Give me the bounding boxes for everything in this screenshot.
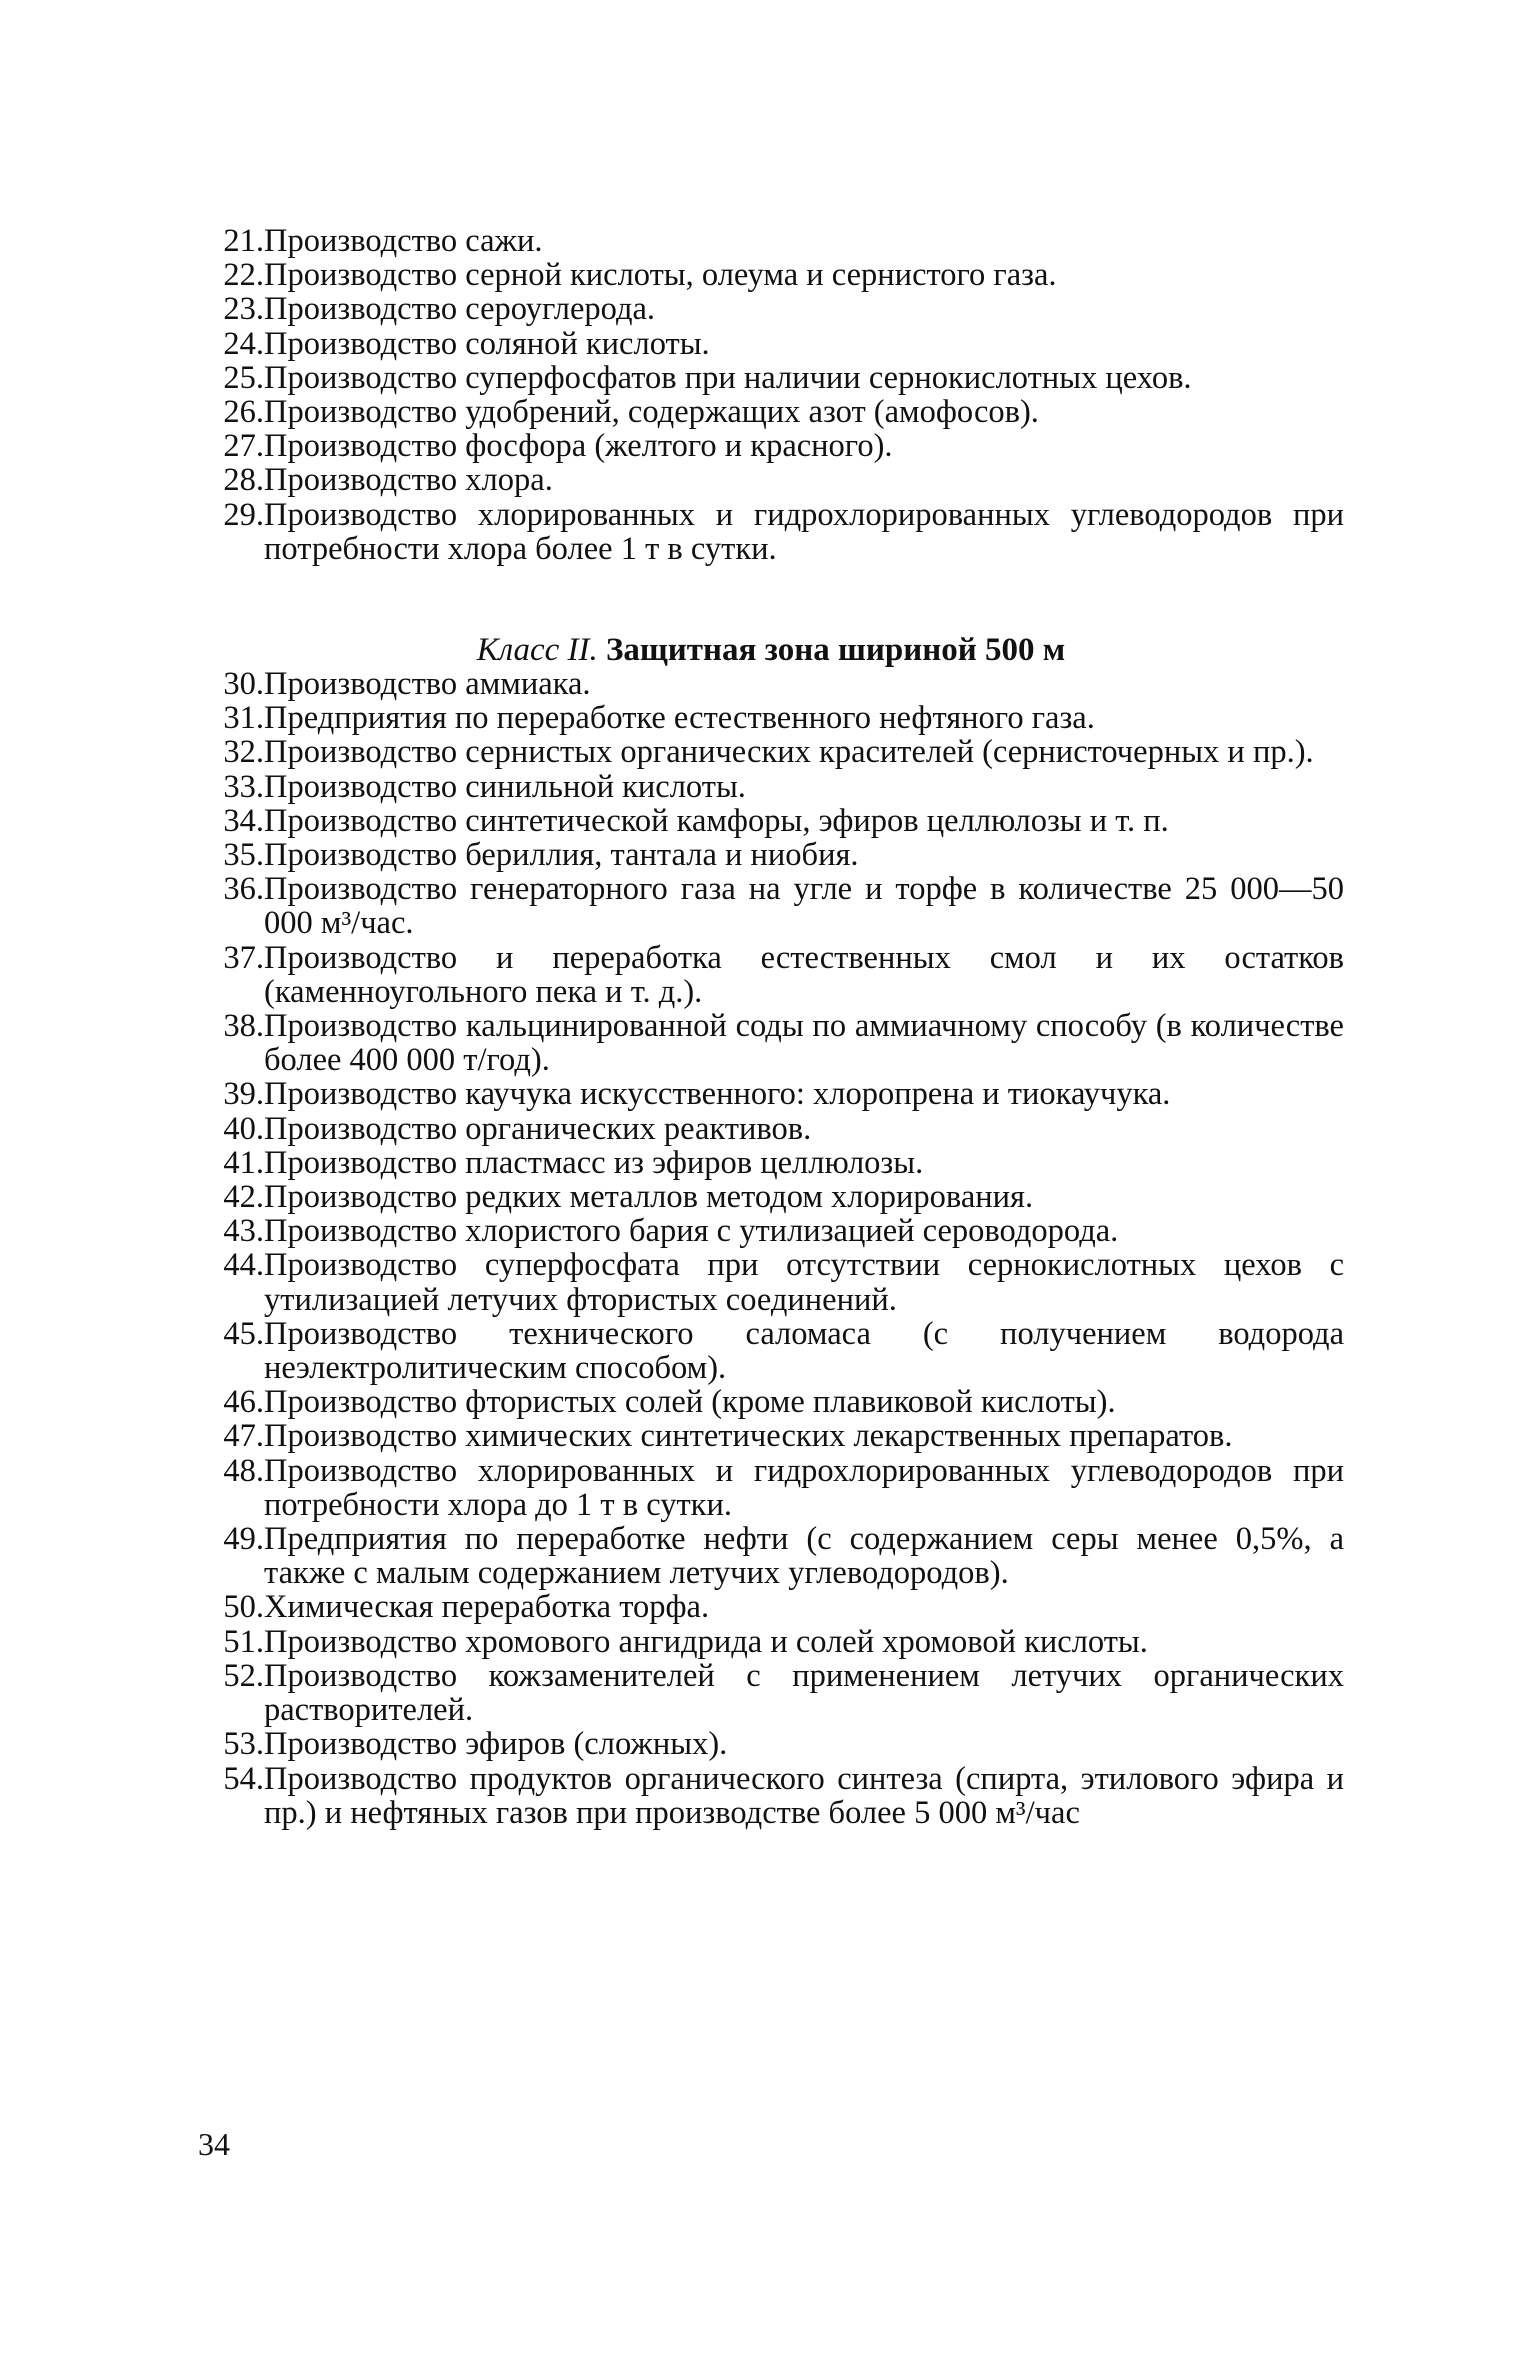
item-text: Производство удобрений, содержащих азот (амофосов). [264,394,1039,431]
item-text: Производство серной кислоты, олеума и сернистого газа. [264,257,1057,294]
item-number: 49. [223,1521,264,1558]
list-item [198,735,1344,769]
item-number: 45. [223,1315,264,1352]
section-heading [198,632,1344,668]
item-number: 48. [223,1452,264,1489]
item-number: 31. [223,700,264,737]
item-text: Производство хромового ангидрида и солей хромовой кислоты. [264,1623,1148,1660]
list-item [198,770,1344,804]
item-number: 27. [223,428,264,465]
list-item [198,1385,1344,1419]
list-item [198,1419,1344,1453]
list-group-2 [198,667,1344,1830]
item-text: Производство кальцинированной соды по аммиачному способу (в количестве более 400 000 т/год). [264,1008,1344,1079]
item-number: 25. [223,359,264,396]
page-number: 34 [198,2126,230,2162]
item-number: 53. [223,1726,264,1763]
item-number: 40. [223,1110,264,1147]
item-text: Производство хлористого бария с утилизацией сероводорода. [264,1213,1119,1250]
item-text: Производство синтетической камфоры, эфиров целлюлозы и т. п. [264,802,1169,839]
item-number: 39. [223,1076,264,1113]
item-number: 54. [223,1760,264,1797]
item-text: Производство фосфора (желтого и красного). [264,428,893,465]
list-item [198,1180,1344,1214]
item-text: Химическая переработка торфа. [264,1589,710,1626]
item-text: Производство сажи. [264,223,543,259]
list-item [198,1727,1344,1761]
item-number: 43. [223,1213,264,1250]
item-number: 47. [223,1418,264,1455]
list-item [198,224,1344,258]
item-text: Производство хлорированных и гидрохлорированных углеводородов при потребности хлора до 1 т в сутки. [264,1452,1344,1523]
list-item [198,1009,1344,1077]
item-text: Производство синильной кислоты. [264,768,746,805]
item-number: 46. [223,1384,264,1421]
item-text: Производство кожзаменителей с применением летучих органических растворителей. [264,1657,1344,1729]
item-number: 37. [223,939,264,976]
item-text: Предприятия по переработке естественного нефтяного газа. [264,700,1095,737]
item-number: 26. [223,394,264,431]
item-text: Производство продуктов органического синтеза (спирта, этилового эфира и пр.) и нефтяных газов при производстве более 5 000 м³/час [264,1760,1344,1831]
item-text: Производство и переработка естественных смол и их остатков (каменноугольного пека и т. д.). [264,939,1344,1010]
list-item [198,1590,1344,1624]
list-item [198,498,1344,566]
item-number: 52. [223,1657,264,1694]
list-item [198,395,1344,429]
item-text: Производство суперфосфата при отсутствии сернокислотных цехов с утилизацией летучих фтористых соединений. [264,1247,1344,1318]
item-number: 35. [223,837,264,874]
list-item [198,1112,1344,1146]
item-number: 30. [223,666,264,702]
list-item [198,1454,1344,1522]
list-item [198,1146,1344,1180]
list-item [198,292,1344,326]
item-number: 32. [223,734,264,771]
item-text: Производство хлорированных и гидрохлорированных углеводородов при потребности хлора более 1 т в сутки. [264,496,1344,567]
item-number: 50. [223,1589,264,1626]
item-text: Производство редких металлов методом хлорирования. [264,1179,1034,1216]
item-number: 34. [223,802,264,839]
zone-label: Защитная зона шириной 500 м [606,632,1066,668]
item-number: 51. [223,1623,264,1660]
list-item [198,1659,1344,1727]
list-item [198,804,1344,838]
list-item [198,361,1344,395]
item-text: Производство бериллия, тантала и ниобия. [264,837,859,874]
item-text: Производство суперфосфатов при наличии сернокислотных цехов. [264,359,1192,396]
item-number: 41. [223,1144,264,1181]
list-item [198,258,1344,292]
item-number: 42. [223,1179,264,1216]
item-number: 23. [223,291,264,328]
item-number: 22. [223,257,264,294]
list-item [198,327,1344,361]
item-number: 33. [223,768,264,805]
list-item [198,1522,1344,1590]
item-text: Производство эфиров (сложных). [264,1726,728,1763]
item-text: Производство сероуглерода. [264,291,656,328]
list-item [198,1762,1344,1830]
item-number: 29. [223,496,264,533]
list-item [198,701,1344,735]
item-number: 24. [223,325,264,362]
list-group-1 [198,224,1344,566]
item-text: Производство пластмасс из эфиров целлюлозы. [264,1144,924,1181]
list-item [198,1214,1344,1248]
item-number: 44. [223,1247,264,1284]
list-item [198,872,1344,940]
list-item [198,429,1344,463]
class-label: Класс II. [476,632,598,668]
list-item [198,1077,1344,1111]
item-text: Производство каучука искусственного: хлоропрена и тиокаучука. [264,1076,1171,1113]
list-item [198,463,1344,497]
item-number: 21. [223,223,264,259]
item-number: 28. [223,462,264,499]
item-text: Производство органических реактивов. [264,1110,812,1147]
item-number: 38. [223,1008,264,1045]
list-item [198,1248,1344,1316]
list-item [198,941,1344,1009]
list-item [198,838,1344,872]
item-text: Производство соляной кислоты. [264,325,710,362]
list-item [198,667,1344,701]
list-item [198,1625,1344,1659]
item-text: Производство аммиака. [264,666,591,702]
item-text: Производство сернистых органических красителей (сернисточерных и пр.). [264,734,1314,771]
item-text: Производство хлора. [264,462,553,499]
list-item [198,1317,1344,1385]
item-number: 36. [223,871,264,908]
item-text: Производство генераторного газа на угле и торфе в количестве 25 000—50 000 м³/час. [264,871,1344,942]
item-text: Производство технического саломаса (с получением водорода неэлектролитическим способом). [264,1315,1344,1387]
item-text: Производство фтористых солей (кроме плавиковой кислоты). [264,1384,1116,1421]
item-text: Производство химических синтетических лекарственных препаратов. [264,1418,1233,1455]
item-text: Предприятия по переработке нефти (с содержанием серы менее 0,5%, а также с малым содержанием летучих углеводородов). [264,1521,1344,1592]
